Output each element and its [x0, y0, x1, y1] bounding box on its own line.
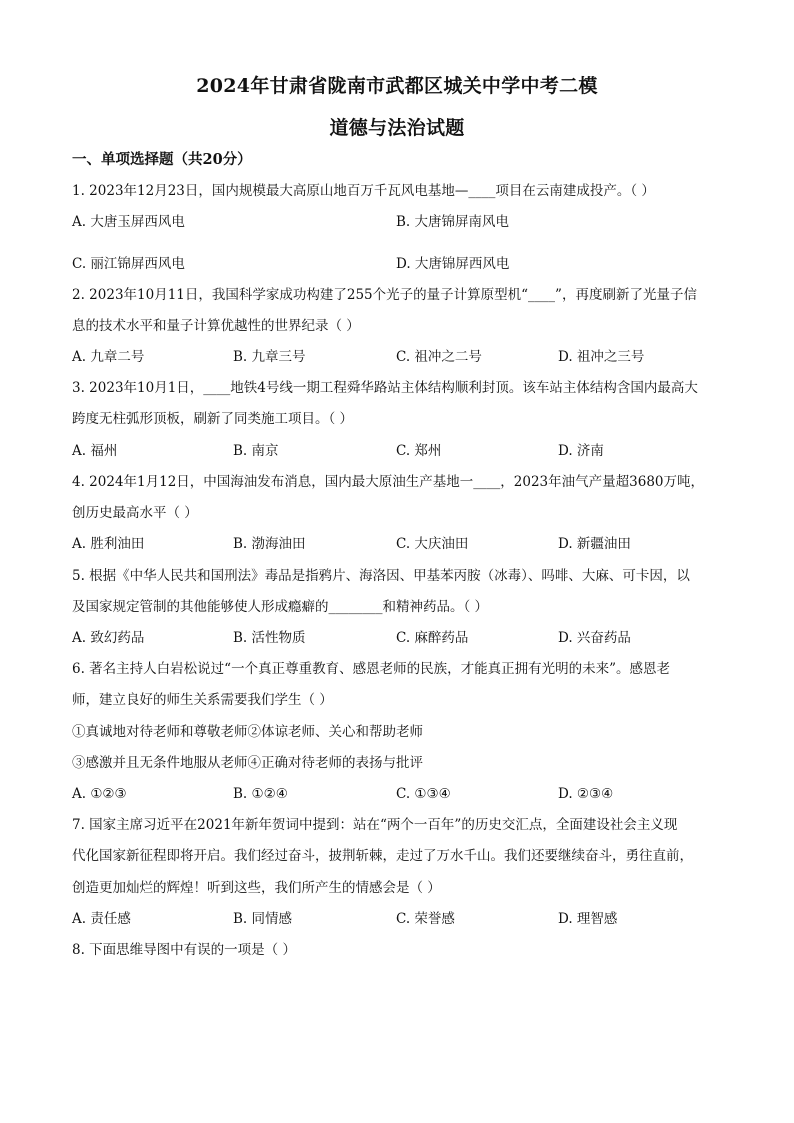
- question-4-text-line-2: 创历史最高水平（ ）: [72, 505, 198, 521]
- question-6-text-line-2: 师，建立良好的师生关系需要我们学生（ ）: [72, 692, 333, 708]
- question-4-option-a: A. 胜利油田: [72, 536, 145, 552]
- question-5-text-line-2: 及国家规定管制的其他能够使人形成瘾癖的________和精神药品。（ ）: [72, 599, 489, 615]
- question-7-text-line-1: 7. 国家主席习近平在2021年新年贺词中提到：站在“两个一百年”的历史交汇点，全面建设社会主义现: [72, 817, 678, 833]
- question-7-text-line-2: 代化国家新征程即将开启。我们经过奋斗，披荆斩棘，走过了万水千山。我们还要继续奋斗，勇往直前，: [72, 848, 693, 864]
- question-6-text-line-1: 6. 著名主持人白岩松说过“一个真正尊重教育、感恩老师的民族，才能真正拥有光明的未来”。感恩老: [72, 661, 670, 677]
- question-3-text-line-1: 3. 2023年10月1日，____地铁4号线一期工程舜华路站主体结构顺利封顶。该车站主体结构含国内最高大: [72, 380, 698, 396]
- question-6-option-d: D. ②③④: [558, 786, 614, 802]
- question-1-option-b: B. 大唐锦屏南风电: [396, 214, 510, 230]
- question-5-option-d: D. 兴奋药品: [558, 630, 631, 646]
- question-4-option-b: B. 渤海油田: [233, 536, 306, 552]
- question-2-text-line-2: 息的技术水平和量子计算优越性的世界纪录（ ）: [72, 318, 360, 334]
- question-1-option-d: D. 大唐锦屏西风电: [396, 256, 510, 272]
- exam-subtitle: 道德与法治试题: [329, 117, 465, 139]
- question-8-text: 8. 下面思维导图中有误的一项是（ ）: [72, 942, 296, 958]
- question-5-option-a: A. 致幻药品: [72, 630, 145, 646]
- question-1-option-a: A. 大唐玉屏西风电: [72, 214, 185, 230]
- question-2-option-c: C. 祖冲之二号: [396, 349, 482, 365]
- question-4-text-line-1: 4. 2024年1月12日，中国海油发布消息，国内最大原油生产基地一____，2023年油气产量超3680万吨，: [72, 474, 705, 490]
- question-7-option-c: C. 荣誉感: [396, 911, 455, 927]
- exam-title: 2024年甘肃省陇南市武都区城关中学中考二模: [196, 75, 598, 97]
- question-2-option-d: D. 祖冲之三号: [558, 349, 645, 365]
- question-4-option-c: C. 大庆油田: [396, 536, 469, 552]
- question-5-option-b: B. 活性物质: [233, 630, 306, 646]
- question-6-option-c: C. ①③④: [396, 786, 451, 802]
- question-6-option-a: A. ①②③: [72, 786, 127, 802]
- question-5-text-line-1: 5. 根据《中华人民共和国刑法》毒品是指鸦片、海洛因、甲基苯丙胺（冰毒）、吗啡、大麻、可卡因，以: [72, 568, 690, 584]
- question-7-text-line-3: 创造更加灿烂的辉煌！听到这些，我们所产生的情感会是（ ）: [72, 880, 441, 896]
- question-3-option-b: B. 南京: [233, 443, 279, 459]
- question-1-text: 1. 2023年12月23日，国内规模最大高原山地百万千瓦风电基地—____项目在云南建成投产。（ ）: [72, 183, 655, 199]
- question-7-option-d: D. 理智感: [558, 911, 618, 927]
- question-3-option-c: C. 郑州: [396, 443, 442, 459]
- question-4-option-d: D. 新疆油田: [558, 536, 631, 552]
- question-3-option-d: D. 济南: [558, 443, 604, 459]
- question-3-option-a: A. 福州: [72, 443, 118, 459]
- question-5-option-c: C. 麻醉药品: [396, 630, 469, 646]
- question-3-text-line-2: 跨度无柱弧形顶板，刷新了同类施工项目。（ ）: [72, 411, 354, 427]
- question-2-option-a: A. 九章二号: [72, 349, 145, 365]
- question-6-option-b: B. ①②④: [233, 786, 288, 802]
- question-6-statements-2: ③感激并且无条件地服从老师④正确对待老师的表扬与批评: [72, 755, 423, 771]
- question-1-option-c: C. 丽江锦屏西风电: [72, 256, 185, 272]
- question-6-statements-1: ①真诚地对待老师和尊敬老师②体谅老师、关心和帮助老师: [72, 724, 423, 740]
- question-7-option-b: B. 同情感: [233, 911, 293, 927]
- question-2-option-b: B. 九章三号: [233, 349, 306, 365]
- question-2-text-line-1: 2. 2023年10月11日，我国科学家成功构建了255个光子的量子计算原型机“____”，再度刷新了光量子信: [72, 287, 697, 303]
- question-7-option-a: A. 责任感: [72, 911, 131, 927]
- section-heading: 一、单项选择题（共20分）: [72, 151, 252, 168]
